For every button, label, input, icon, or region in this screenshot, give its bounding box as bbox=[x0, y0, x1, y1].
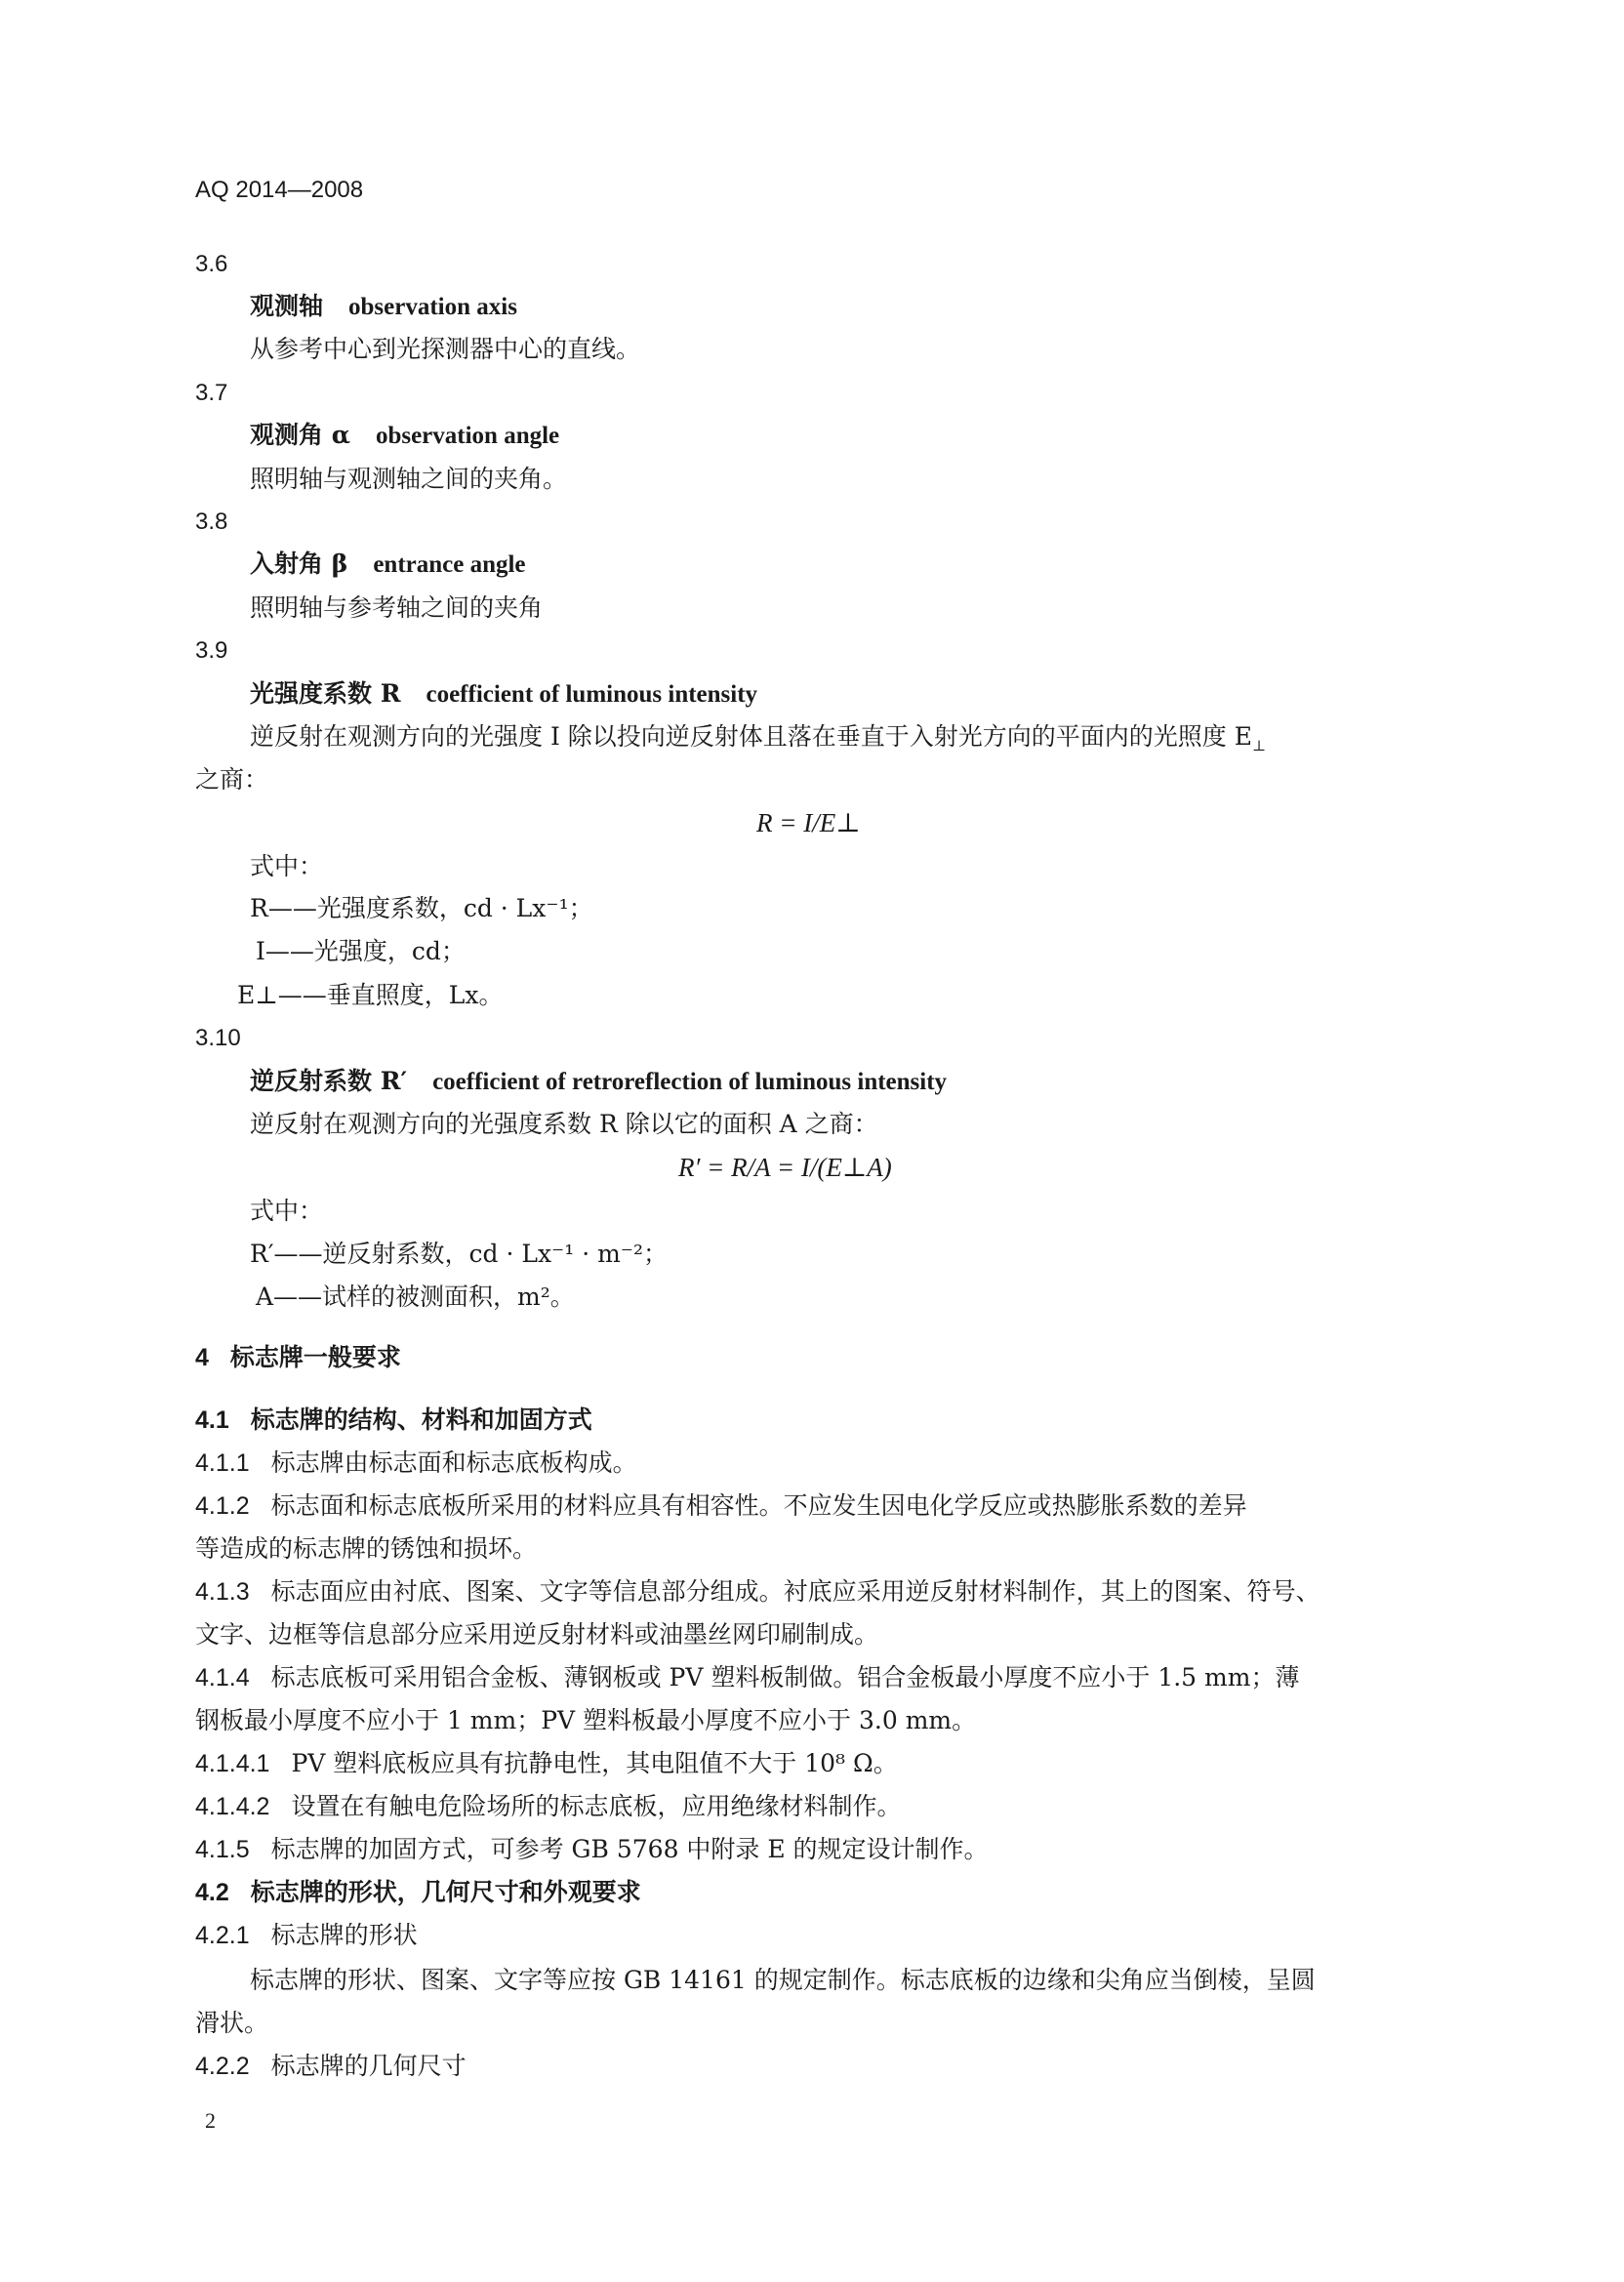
clause-number: 4.2.1 bbox=[195, 1922, 250, 1949]
variable-definition: E⊥——垂直照度，Lx。 bbox=[237, 981, 504, 1009]
definition-3-7: 照明轴与观测轴之间的夹角。 bbox=[250, 465, 568, 493]
clause-4-2-1-heading bbox=[195, 1919, 418, 1952]
clause-number: 4.1.2 bbox=[195, 1492, 250, 1520]
section-number: 4 bbox=[195, 1344, 209, 1371]
term-3-6 bbox=[250, 290, 517, 324]
where-label-3-9: 式中： bbox=[250, 852, 324, 880]
clause-4-2-1-text: 标志牌的形状、图案、文字等应按 GB 14161 的规定制作。标志底板的边缘和尖角应当倒棱，呈圆 bbox=[250, 1966, 1316, 1994]
section-4-1-heading bbox=[195, 1404, 592, 1437]
clause-number: 4.1.5 bbox=[195, 1836, 250, 1863]
variable-definition: R——光强度系数，cd · Lx⁻¹； bbox=[250, 894, 593, 922]
formula-3-10: R′ = R/A = I/(E⊥A) bbox=[678, 1153, 892, 1182]
definition-3-9-line2: 之商： bbox=[195, 765, 269, 794]
definition-text: 逆反射在观测方向的光强度 I 除以投向逆反射体且落在垂直于入射光方向的平面内的光照度 E bbox=[250, 722, 1252, 751]
page-number: 2 bbox=[205, 2108, 216, 2133]
clause-text: 标志底板可采用铝合金板、薄钢板或 PV 塑料板制做。铝合金板最小厚度不应小于 1.5 mm；薄 bbox=[270, 1663, 1300, 1691]
clause-number: 4.2.2 bbox=[195, 2053, 250, 2080]
clause-4-1-1 bbox=[195, 1447, 637, 1480]
term-en: entrance angle bbox=[373, 551, 526, 578]
section-title: 标志牌一般要求 bbox=[229, 1343, 401, 1371]
clause-4-1-4 bbox=[195, 1661, 1299, 1694]
clause-text: 标志面和标志底板所采用的材料应具有相容性。不应发生因电化学反应或热膨胀系数的差异 bbox=[270, 1491, 1247, 1520]
clause-4-1-2-continuation: 等造成的标志牌的锈蚀和损坏。 bbox=[195, 1534, 538, 1563]
clause-title: 标志牌的几何尺寸 bbox=[270, 2052, 467, 2080]
clause-4-1-2 bbox=[195, 1489, 1247, 1523]
document-code: AQ 2014—2008 bbox=[195, 177, 364, 203]
term-en: coefficient of luminous intensity bbox=[426, 681, 758, 708]
clause-text: 设置在有触电危险场所的标志底板，应用绝缘材料制作。 bbox=[291, 1792, 902, 1820]
clause-4-1-4-2 bbox=[195, 1790, 901, 1823]
perp-subscript: ⊥ bbox=[1251, 737, 1267, 754]
clause-4-2-1-continuation: 滑状。 bbox=[195, 2009, 269, 2037]
term-cn: 观测轴 bbox=[250, 292, 324, 320]
clause-number: 4.1.3 bbox=[195, 1578, 250, 1606]
where-label-3-10: 式中： bbox=[250, 1197, 324, 1225]
clause-4-1-3-continuation: 文字、边框等信息部分应采用逆反射材料或油墨丝网印刷制成。 bbox=[195, 1620, 879, 1649]
variable-definition: I——光强度，cd； bbox=[256, 937, 466, 965]
term-cn: 光强度系数 R bbox=[250, 679, 401, 708]
term-3-8 bbox=[250, 548, 526, 582]
term-en: observation axis bbox=[348, 294, 517, 320]
definition-3-8: 照明轴与参考轴之间的夹角 bbox=[250, 593, 544, 622]
definition-3-10: 逆反射在观测方向的光强度系数 R 除以它的面积 A 之商： bbox=[250, 1110, 878, 1138]
clause-number-3-6: 3.6 bbox=[195, 251, 228, 277]
clause-text: 标志牌由标志面和标志底板构成。 bbox=[270, 1448, 637, 1477]
section-number: 4.1 bbox=[195, 1406, 229, 1434]
term-3-7 bbox=[250, 419, 559, 453]
formula-3-9: R = I/E⊥ bbox=[756, 808, 861, 837]
clause-4-1-4-1 bbox=[195, 1747, 898, 1780]
variable-definition: R′——逆反射系数，cd · Lx⁻¹ · m⁻²； bbox=[250, 1240, 669, 1268]
section-title: 标志牌的形状，几何尺寸和外观要求 bbox=[250, 1878, 641, 1906]
definition-3-9-line1 bbox=[250, 720, 1266, 762]
section-4-2-heading bbox=[195, 1876, 641, 1909]
section-4-heading bbox=[195, 1341, 401, 1374]
section-title: 标志牌的结构、材料和加固方式 bbox=[250, 1406, 592, 1434]
term-en: coefficient of retroreflection of luminous intensity bbox=[432, 1069, 948, 1095]
clause-4-1-5 bbox=[195, 1833, 989, 1866]
term-en: observation angle bbox=[375, 423, 560, 449]
clause-number: 4.1.1 bbox=[195, 1449, 250, 1477]
clause-number-3-7: 3.7 bbox=[195, 380, 228, 406]
clause-number-3-9: 3.9 bbox=[195, 637, 228, 664]
clause-4-2-2-heading bbox=[195, 2050, 467, 2083]
clause-text: 标志牌的加固方式，可参考 GB 5768 中附录 E 的规定设计制作。 bbox=[270, 1835, 989, 1863]
clause-number-3-8: 3.8 bbox=[195, 509, 228, 535]
clause-4-1-4-continuation: 钢板最小厚度不应小于 1 mm；PV 塑料板最小厚度不应小于 3.0 mm。 bbox=[195, 1706, 977, 1734]
clause-number: 4.1.4.2 bbox=[195, 1793, 270, 1820]
term-3-9 bbox=[250, 677, 757, 712]
variable-definition: A——试样的被测面积，m²。 bbox=[256, 1283, 575, 1311]
clause-title: 标志牌的形状 bbox=[270, 1921, 418, 1949]
clause-number: 4.1.4 bbox=[195, 1664, 250, 1691]
term-3-10 bbox=[250, 1065, 947, 1099]
clause-text: 标志面应由衬底、图案、文字等信息部分组成。衬底应采用逆反射材料制作，其上的图案、符号、 bbox=[270, 1577, 1320, 1606]
clause-4-1-3 bbox=[195, 1575, 1320, 1609]
definition-3-6: 从参考中心到光探测器中心的直线。 bbox=[250, 335, 641, 363]
clause-text: PV 塑料底板应具有抗静电性，其电阻值不大于 10⁸ Ω。 bbox=[291, 1749, 898, 1777]
term-cn: 观测角 α bbox=[250, 421, 350, 449]
term-cn: 逆反射系数 R′ bbox=[250, 1067, 408, 1095]
term-cn: 入射角 β bbox=[250, 550, 348, 578]
clause-number-3-10: 3.10 bbox=[195, 1025, 241, 1051]
section-number: 4.2 bbox=[195, 1879, 229, 1906]
clause-number: 4.1.4.1 bbox=[195, 1750, 270, 1777]
